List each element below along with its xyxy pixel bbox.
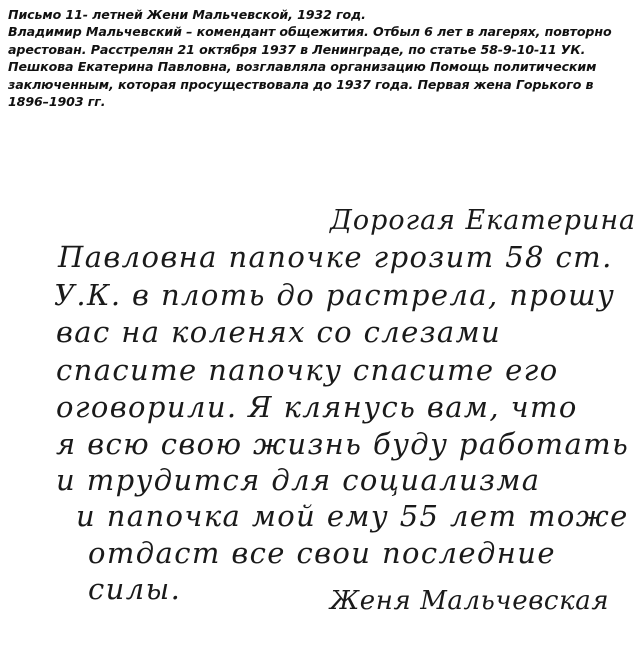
letter-line: вас на коленях со слезами [56,315,502,349]
letter-line: У.К. в плоть до растрела, прошу [54,278,616,312]
letter-line: и папочка мой ему 55 лет тоже [76,499,629,533]
letter-greeting: Дорогая Екатерина [330,205,637,236]
letter-signature: Женя Мальчевская [330,586,610,616]
letter-line: силы. [88,572,182,606]
letter-line: оговорили. Я клянусь вам, что [56,390,578,424]
caption-peshkova-note: Пешкова Екатерина Павловна, возглавляла организацию Помощь политическим заключенным, которая просуществовала до 1937 года. Первая жена Горького в 1896–1903 гг. [8,59,597,110]
letter-line: спасите папочку спасите его [56,353,559,387]
letter-line: я всю свою жизнь буду работать [56,427,630,461]
caption-malchevsky-note: Владимир Мальчевский – комендант общежития. Отбыл 6 лет в лагерях, повторно арестован. Расстрелян 21 октября 1937 в Ленинграде, по статье 58-9-10-11 УК. [8,24,612,57]
letter-line: и трудится для социализма [56,463,541,497]
letter-line: отдаст все свои последние [88,536,556,570]
caption-title: Письмо 11- летней Жени Мальчевской, 1932 год. [8,7,366,22]
letter-line: Павловна папочке грозит 58 ст. [58,240,613,274]
